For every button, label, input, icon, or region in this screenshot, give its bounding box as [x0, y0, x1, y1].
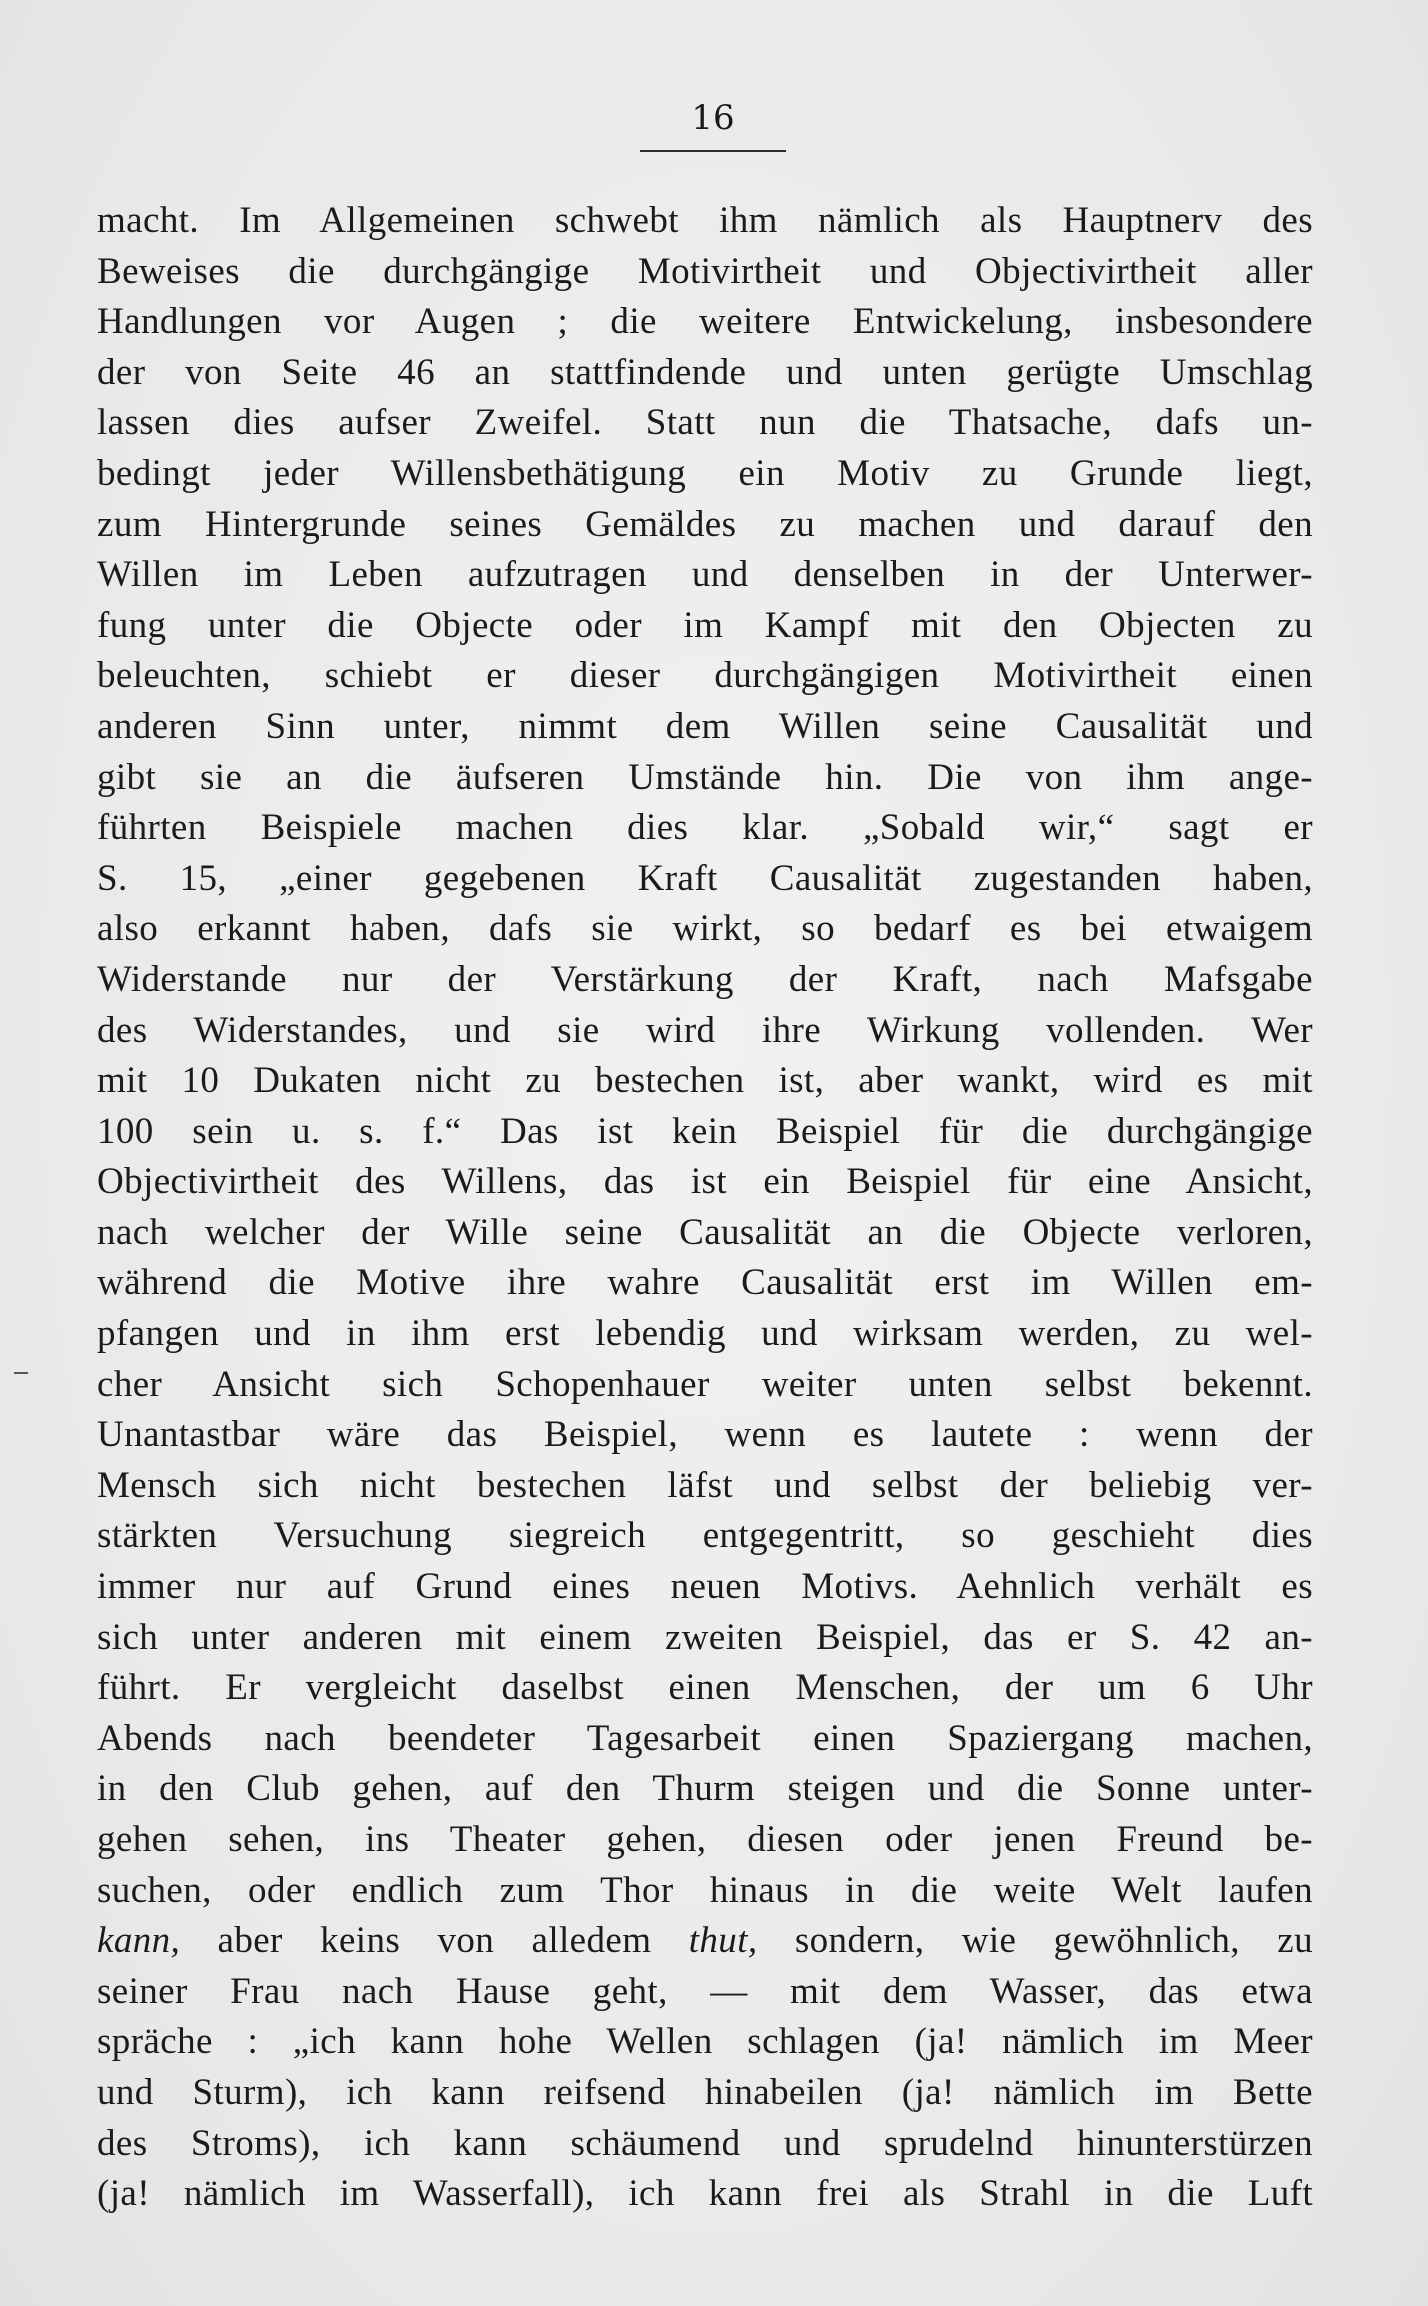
text-line: gehen sehen, ins Theater gehen, diesen oder jenen Freund be- — [97, 1819, 1313, 1860]
italic-word: kann, — [97, 1920, 181, 1962]
italic-word: thut, — [688, 1920, 758, 1962]
text-line: spräche : „ich kann hohe Wellen schlagen (ja! nämlich im Meer — [97, 2021, 1313, 2063]
text-line: Unantastbar wäre das Beispiel, wenn es lautete : wenn der — [97, 1414, 1313, 1456]
text-line: und Sturm), ich kann reifsend hinabeilen (ja! nämlich im Bette — [97, 2071, 1313, 2113]
header-rule — [640, 150, 786, 152]
text-line: zum Hintergrunde seines Gemäldes zu machen und darauf den — [97, 503, 1313, 545]
text-line: cher Ansicht sich Schopenhauer weiter unten selbst bekennt. — [97, 1363, 1313, 1405]
body-text — [97, 196, 1313, 2220]
text-line: Objectivirtheit des Willens, das ist ein Beispiel für eine Ansicht, — [97, 1161, 1313, 1203]
text-line: also erkannt haben, dafs sie wirkt, so bedarf es bei etwaigem — [97, 908, 1313, 950]
text-line: lassen dies aufser Zweifel. Statt nun die Thatsache, dafs un- — [97, 402, 1313, 444]
text-line-with-italics — [97, 1916, 1313, 1967]
text-line: gibt sie an die äufseren Umstände hin. Die von ihm ange- — [97, 756, 1313, 798]
margin-mark — [14, 1372, 28, 1374]
text-line: während die Motive ihre wahre Causalität erst im Willen em- — [97, 1262, 1313, 1304]
text-line: nach welcher der Wille seine Causalität an die Objecte verloren, — [97, 1211, 1313, 1253]
text-line: Abends nach beendeter Tagesarbeit einen Spaziergang machen, — [97, 1717, 1313, 1759]
text-line: Beweises die durchgängige Motivirtheit und Objectivirtheit aller — [97, 250, 1313, 292]
text-line: immer nur auf Grund eines neuen Motivs. Aehnlich verhält es — [97, 1566, 1313, 1608]
text-line: Willen im Leben aufzutragen und denselben in der Unterwer- — [97, 554, 1313, 596]
page-number: 16 — [691, 98, 735, 138]
text-line: bedingt jeder Willensbethätigung ein Motiv zu Grunde liegt, — [97, 452, 1313, 494]
text-line: des Widerstandes, und sie wird ihre Wirkung vollenden. Wer — [97, 1009, 1313, 1051]
text-line: S. 15, „einer gegebenen Kraft Causalität zugestanden haben, — [97, 857, 1313, 899]
text-line: Handlungen vor Augen ; die weitere Entwickelung, insbesondere — [97, 301, 1313, 343]
text-line: seiner Frau nach Hause geht, — mit dem Wasser, das etwa — [97, 1970, 1313, 2012]
text-line: mit 10 Dukaten nicht zu bestechen ist, aber wankt, wird es mit — [97, 1060, 1313, 1102]
text-line: stärkten Versuchung siegreich entgegentritt, so geschieht dies — [97, 1515, 1313, 1557]
text-line: des Stroms), ich kann schäumend und sprudelnd hinunterstürzen — [97, 2122, 1313, 2164]
text-line: pfangen und in ihm erst lebendig und wirksam werden, zu wel- — [97, 1313, 1313, 1355]
text-line: führt. Er vergleicht daselbst einen Menschen, der um 6 Uhr — [97, 1667, 1313, 1709]
text-line: macht. Im Allgemeinen schwebt ihm nämlich als Hauptnerv des — [97, 200, 1313, 241]
text-line: suchen, oder endlich zum Thor hinaus in die weite Welt laufen — [97, 1869, 1313, 1911]
text-line: beleuchten, schiebt er dieser durchgängigen Motivirtheit einen — [97, 655, 1313, 697]
text-line: Mensch sich nicht bestechen läfst und selbst der beliebig ver- — [97, 1464, 1313, 1506]
text-line: anderen Sinn unter, nimmt dem Willen seine Causalität und — [97, 705, 1313, 747]
text-line: fung unter die Objecte oder im Kampf mit den Objecten zu — [97, 604, 1313, 646]
text-line: 100 sein u. s. f.“ Das ist kein Beispiel für die durchgängige — [97, 1110, 1313, 1152]
text-line: führten Beispiele machen dies klar. „Sobald wir,“ sagt er — [97, 807, 1313, 849]
text-fragment: aber keins von alledem — [180, 1920, 689, 1962]
text-line: (ja! nämlich im Wasserfall), ich kann frei als Strahl in die Luft — [97, 2173, 1313, 2215]
text-line: Widerstande nur der Verstärkung der Kraft, nach Mafsgabe — [97, 958, 1313, 1000]
text-line: sich unter anderen mit einem zweiten Beispiel, das er S. 42 an- — [97, 1616, 1313, 1658]
text-line: der von Seite 46 an stattfindende und unten gerügte Umschlag — [97, 351, 1313, 393]
text-line: in den Club gehen, auf den Thurm steigen und die Sonne unter- — [97, 1768, 1313, 1810]
text-fragment: sondern, wie gewöhnlich, zu — [757, 1920, 1313, 1962]
